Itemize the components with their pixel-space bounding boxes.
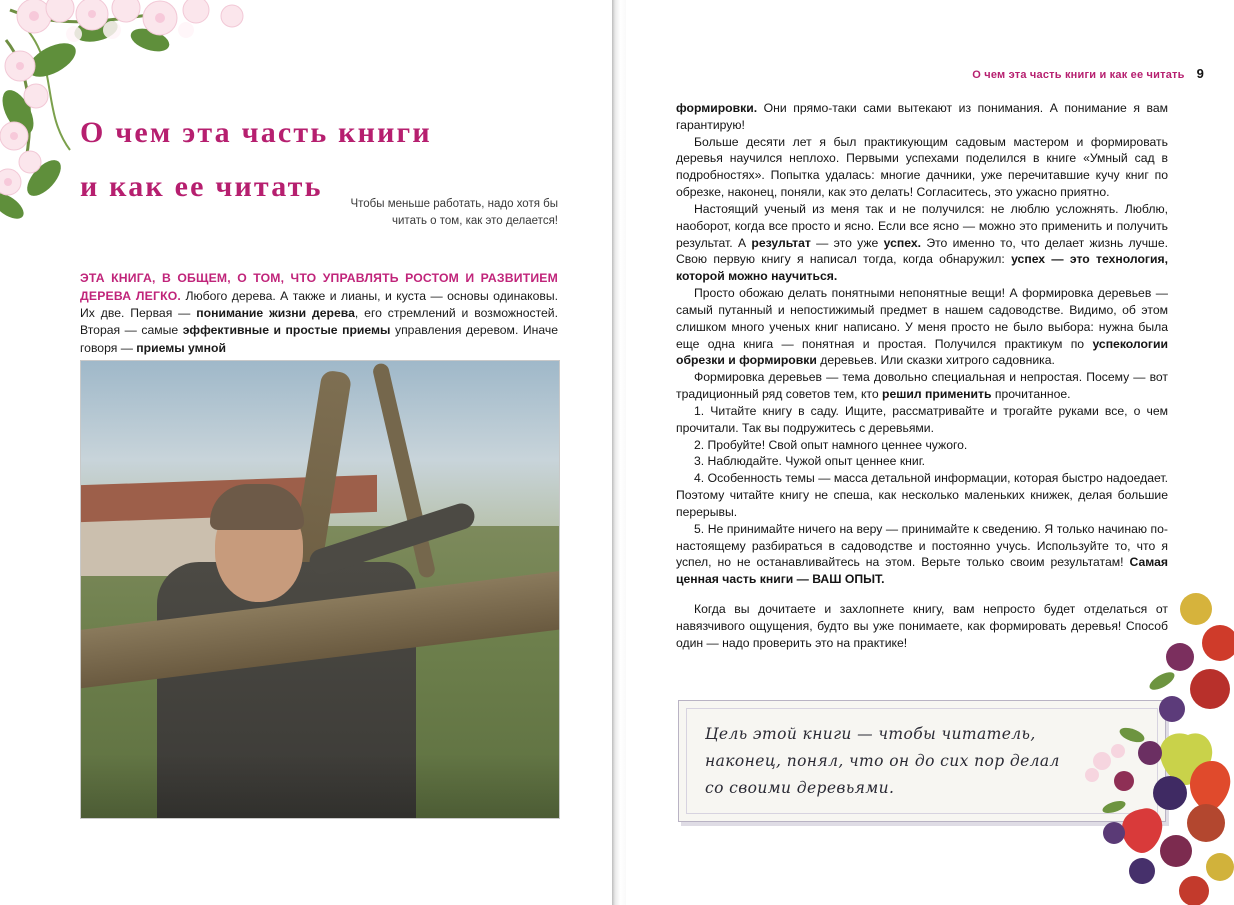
body-text: Они прямо-таки сами вытекают из понимания. А понимание я вам гарантирую!	[676, 101, 1168, 132]
photo-vignette	[81, 754, 559, 818]
note-line-2: наконец, понял, что он до сих пор делал	[705, 752, 1060, 771]
body-text: Это именно то, что делает жизнь лучше. Свою первую книгу я написал тогда, когда обнаружил:	[676, 235, 1168, 267]
book-gutter	[612, 0, 626, 905]
body-text: Когда вы дочитаете и захлопнете книгу, вам непросто будет отделаться от навязчивого ощущения, будто вы уже понимаете, как формировать деревья! Способ один — надо проверить это на практике!	[676, 602, 1168, 650]
note-line-1: Цель этой книги — чтобы читатель,	[705, 725, 1036, 743]
lead-text-2: , его стремлений и возможностей. Вторая — самые	[80, 305, 559, 338]
body-text: деревьев. Или сказки хитрого садовника.	[816, 353, 1055, 368]
running-head-title: О чем эта часть книги и как ее читать	[972, 69, 1185, 81]
body-emphasis: результат	[751, 235, 811, 250]
body-emphasis: Самая ценная часть книги — ВАШ ОПЫТ.	[676, 555, 1168, 587]
body-paragraph	[676, 100, 1168, 134]
note-line-3: со своими деревьями.	[705, 779, 895, 798]
left-page	[0, 0, 612, 905]
body-paragraph	[676, 285, 1168, 369]
body-text: — это уже	[810, 235, 884, 250]
body-text: 5. Не принимайте ничего на веру — принимайте к сведению. Я только начинаю по-настоящему разбираться в садоводстве и постоянно учусь. Используйте то, что я успел, но не останавливайтесь на этом. Верьте только своим результатам!	[676, 521, 1168, 570]
epigraph-line-1: Чтобы меньше работать, надо хотя бы	[350, 198, 558, 210]
body-text: Просто обожаю делать понятными непонятные вещи! А формировка деревьев — самый путанный и непостижимый предмет в нашем садоводстве. Видимо, об этом слишком много ученых книг написано. У меня просто не было выбора: нужна была еще одна книга — понятная и простая. Получился практикум по	[676, 286, 1168, 351]
body-text: Больше десяти лет я был практикующим садовым мастером и формировать деревья научился неплохо. Первыми успехами поделился в книге «Умный сад в подробностях». Попытка удалась: многие дачники, уже перечитавшие кучу книг по обрезке, наконец, поняли, как это делать! Согласитесь, это ужасно приятно.	[676, 134, 1168, 200]
lead-text-3: управления деревом. Иначе говоря —	[80, 323, 558, 355]
lead-kicker: ЭТА КНИГА, В ОБЩЕМ, О ТОМ, ЧТО УПРАВЛЯТЬ РОСТОМ И РАЗВИТИЕМ ДЕРЕВА ЛЕГКО.	[80, 271, 558, 303]
body-emphasis: формировки.	[676, 101, 758, 115]
lead-text-1: Любого дерева. А также и лианы, и куста — основы одинаковы. Их две. Первая —	[80, 288, 558, 320]
body-paragraph	[676, 403, 1168, 437]
body-paragraph	[676, 369, 1168, 403]
epigraph	[80, 196, 558, 231]
body-text: 4. Особенность темы — масса детальной информации, которая быстро надоедает. Поэтому читайте книгу не спеша, как несколько маленьких книжек, делая большие перерывы.	[676, 471, 1168, 519]
right-page	[626, 0, 1234, 905]
body-paragraph	[676, 470, 1168, 520]
body-paragraph	[676, 437, 1168, 454]
lead-bold-3: приемы умной	[136, 340, 226, 355]
body-text: Формировка деревьев — тема довольно специальная и непростая. Посему — вот традиционный ряд советов тем, кто	[676, 370, 1168, 402]
lead-bold-2: эффективные и простые приемы	[182, 323, 391, 338]
running-head	[972, 66, 1204, 81]
body-paragraph	[676, 134, 1168, 201]
body-paragraph	[676, 453, 1168, 470]
chapter-title	[80, 118, 580, 202]
body-paragraph	[676, 521, 1168, 588]
handwritten-note-box	[678, 700, 1166, 822]
chapter-title-line-2: и как ее читать	[80, 170, 323, 204]
body-paragraph	[676, 201, 1168, 285]
body-emphasis: успекологии обрезки и формировки	[676, 336, 1168, 368]
body-text: 2. Пробуйте! Свой опыт намного ценнее чужого.	[694, 437, 968, 452]
gardener-photo	[80, 360, 560, 819]
page-number: 9	[1196, 66, 1204, 81]
body-text: прочитанное.	[991, 387, 1071, 402]
body-emphasis: успех — это технология, которой можно научиться.	[676, 252, 1168, 284]
body-emphasis: успех.	[883, 235, 922, 250]
chapter-title-line-1: О чем эта часть книги	[80, 116, 432, 150]
lead-bold-1: понимание жизни дерева	[196, 305, 355, 320]
body-text: 3. Наблюдайте. Чужой опыт ценнее книг.	[694, 454, 926, 469]
lead-paragraph	[80, 270, 558, 357]
epigraph-line-2: читать о том, как это делается!	[392, 215, 558, 228]
body-column	[676, 100, 1168, 652]
body-emphasis: решил применить	[882, 387, 992, 402]
body-text: Настоящий ученый из меня так и не получился: не люблю усложнять. Люблю, наоборот, когда все просто и ясно. Если все ясно — можно это применить и получить результат. А	[676, 201, 1168, 250]
body-paragraph	[676, 601, 1168, 651]
body-text: 1. Читайте книгу в саду. Ищите, рассматривайте и трогайте руками все, о чем прочитали. Так вы подружитесь с деревьями.	[676, 403, 1168, 435]
handwritten-note-text	[705, 721, 1145, 802]
